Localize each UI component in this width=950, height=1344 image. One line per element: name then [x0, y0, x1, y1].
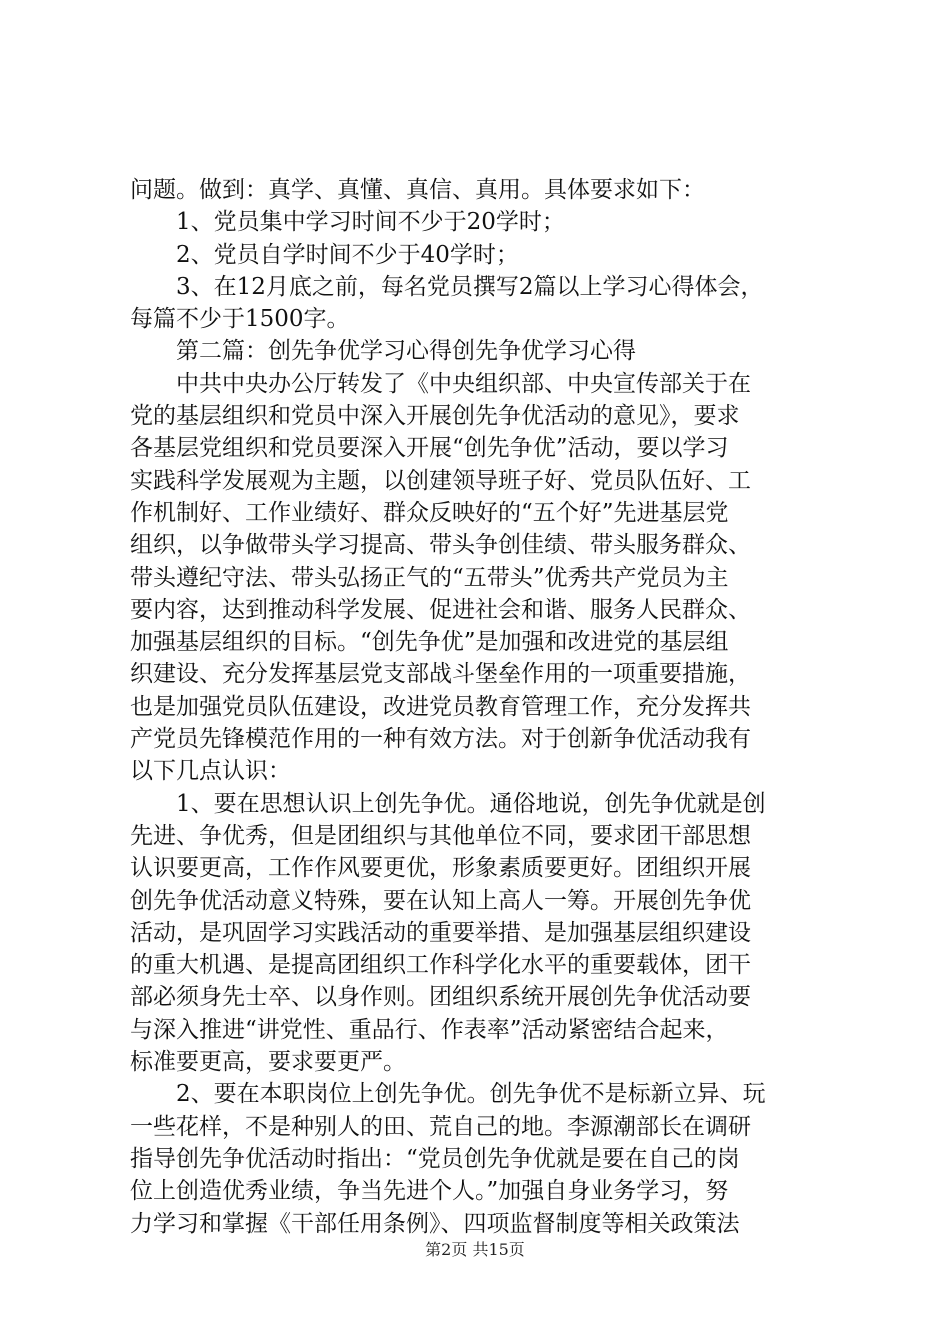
text-line: 与深入推进“讲党性、重品行、作表率”活动紧密结合起来， — [130, 1016, 729, 1043]
text-line: 每篇不少于1500字。 — [130, 306, 350, 333]
text-line: 力学习和掌握《干部任用条例》、四项监督制度等相关政策法 — [130, 1210, 740, 1237]
text-line: 标准要更高，要求要更严。 — [130, 1049, 406, 1076]
text-line: 中共中央办公厅转发了《中央组织部、中央宣传部关于在 — [130, 370, 751, 397]
text-line: 的重大机遇、是提高团组织工作科学化水平的重要载体，团干 — [130, 952, 751, 979]
text-line: 要内容，达到推动科学发展、促进社会和谐、服务人民群众、 — [130, 596, 751, 623]
text-line: 加强基层组织的目标。“创先争优”是加强和改进党的基层组 — [130, 629, 729, 656]
text-line: 也是加强党员队伍建设，改进党员教育管理工作，充分发挥共 — [130, 693, 751, 720]
text-line: 实践科学发展观为主题，以创建领导班子好、党员队伍好、工 — [130, 467, 751, 494]
text-line: 2、要在本职岗位上创先争优。创先争优不是标新立异、玩 — [130, 1081, 766, 1108]
text-line: 产党员先锋模范作用的一种有效方法。对于创新争优活动我有 — [130, 726, 751, 753]
text-line: 以下几点认识： — [130, 758, 291, 785]
text-line: 3、在12月底之前，每名党员撰写2篇以上学习心得体会， — [130, 273, 764, 300]
text-line: 指导创先争优活动时指出：“党员创先争优就是要在自己的岗 — [130, 1145, 740, 1172]
text-line: 作机制好、工作业绩好、群众反映好的“五个好”先进基层党 — [130, 499, 729, 526]
text-line: 认识要更高，工作作风要更优，形象素质要更好。团组织开展 — [130, 855, 751, 882]
text-line: 问题。做到：真学、真懂、真信、真用。具体要求如下： — [130, 177, 705, 203]
text-line: 各基层党组织和党员要深入开展“创先争优”活动，要以学习 — [130, 435, 729, 462]
text-line: 1、党员集中学习时间不少于20学时； — [130, 209, 565, 236]
text-line: 织建设、充分发挥基层党支部战斗堡垒作用的一项重要措施， — [130, 661, 751, 688]
text-line: 一些花样，不是种别人的田、荒自己的地。李源潮部长在调研 — [130, 1113, 751, 1140]
text-line: 党的基层组织和党员中深入开展创先争优活动的意见》，要求 — [130, 403, 740, 430]
page-number-footer: 第2页 共15页 — [425, 1240, 525, 1259]
text-line: 带头遵纪守法、带头弘扬正气的“五带头”优秀共产党员为主 — [130, 564, 729, 591]
text-line: 先进、争优秀，但是团组织与其他单位不同，要求团干部思想 — [130, 822, 751, 849]
text-line: 部必须身先士卒、以身作则。团组织系统开展创先争优活动要 — [130, 984, 751, 1011]
section-heading: 第二篇：创先争优学习心得创先争优学习心得 — [130, 338, 636, 365]
text-line: 活动，是巩固学习实践活动的重要举措、是加强基层组织建设 — [130, 919, 751, 946]
text-line: 组织，以争做带头学习提高、带头争创佳绩、带头服务群众、 — [130, 532, 751, 559]
document-body — [130, 174, 830, 1240]
text-line: 创先争优活动意义特殊，要在认知上高人一筹。开展创先争优 — [130, 887, 751, 914]
text-line: 2、党员自学时间不少于40学时； — [130, 241, 519, 268]
text-line: 位上创造优秀业绩，争当先进个人。”加强自身业务学习，努 — [130, 1178, 729, 1205]
text-line: 1、要在思想认识上创先争优。通俗地说，创先争优就是创 — [130, 790, 766, 817]
